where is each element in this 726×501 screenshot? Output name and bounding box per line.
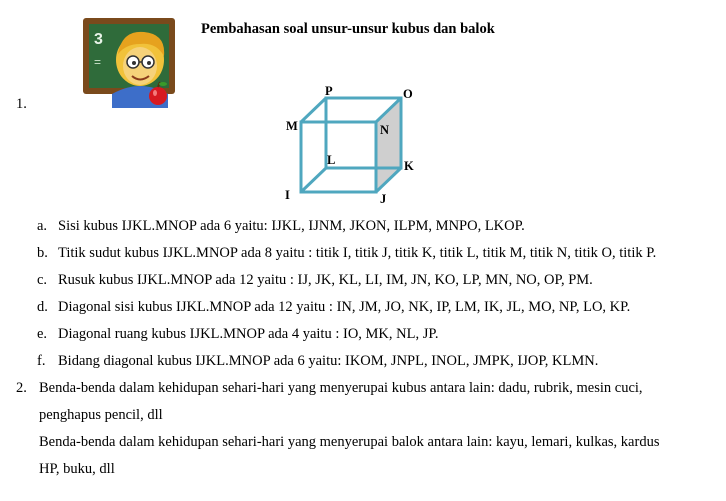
page-title: Pembahasan soal unsur-unsur kubus dan balok xyxy=(201,21,495,37)
vertex-j-label: J xyxy=(380,192,387,206)
answer-2-line-1: Benda-benda dalam kehidupan sehari-hari yang menyerupai kubus antara lain: dadu, rubrik, mesin cuci, xyxy=(39,380,643,396)
svg-text:=: = xyxy=(94,55,102,69)
vertex-n-label: N xyxy=(380,123,390,137)
list-item-e: e. Diagonal ruang kubus IJKL.MNOP ada 4 yaitu : IO, MK, NL, JP. xyxy=(37,326,439,342)
vertex-m-label: M xyxy=(286,119,298,133)
cube-diagram xyxy=(280,80,430,215)
list-item-d: d. Diagonal sisi kubus IJKL.MNOP ada 12 yaitu : IN, JM, JO, NK, IP, LM, IK, JL, MO, NP, LO, KP. xyxy=(37,299,631,315)
list-item-a: a. Sisi kubus IJKL.MNOP ada 6 yaitu: IJKL, IJNM, JKON, ILPM, MNPO, LKOP. xyxy=(37,218,525,234)
answer-2-line-4: HP, buku, dll xyxy=(39,461,115,477)
list-item-c: c. Rusuk kubus IJKL.MNOP ada 12 yaitu : IJ, JK, KL, LI, IM, JN, KO, LP, MN, NO, OP, PM. xyxy=(37,272,593,288)
answer-2-line-3: Benda-benda dalam kehidupan sehari-hari yang menyerupai balok antara lain: kayu, lemari, kulkas, kardus xyxy=(39,434,660,450)
chalkboard-number: 3 xyxy=(94,31,103,48)
vertex-l-label: L xyxy=(327,153,336,167)
question-1-number: 1. xyxy=(16,96,27,112)
answer-2-line-2: penghapus pencil, dll xyxy=(39,407,163,423)
cube-right-face xyxy=(376,98,401,192)
vertex-i-label: I xyxy=(285,188,290,202)
vertex-o-label: O xyxy=(403,87,413,101)
list-item-b: b. Titik sudut kubus IJKL.MNOP ada 8 yaitu : titik I, titik J, titik K, titik L, titik M, titik N, titik O, titik P. xyxy=(37,245,657,261)
list-item-f: f. Bidang diagonal kubus IJKL.MNOP ada 6 yaitu: IKOM, JNPL, INOL, JMPK, IJOP, KLMN. xyxy=(37,353,599,369)
teacher-avatar-icon xyxy=(82,16,178,108)
vertex-k-label: K xyxy=(404,159,414,173)
question-2-number: 2. xyxy=(16,380,27,396)
vertex-p-label: P xyxy=(325,84,333,98)
